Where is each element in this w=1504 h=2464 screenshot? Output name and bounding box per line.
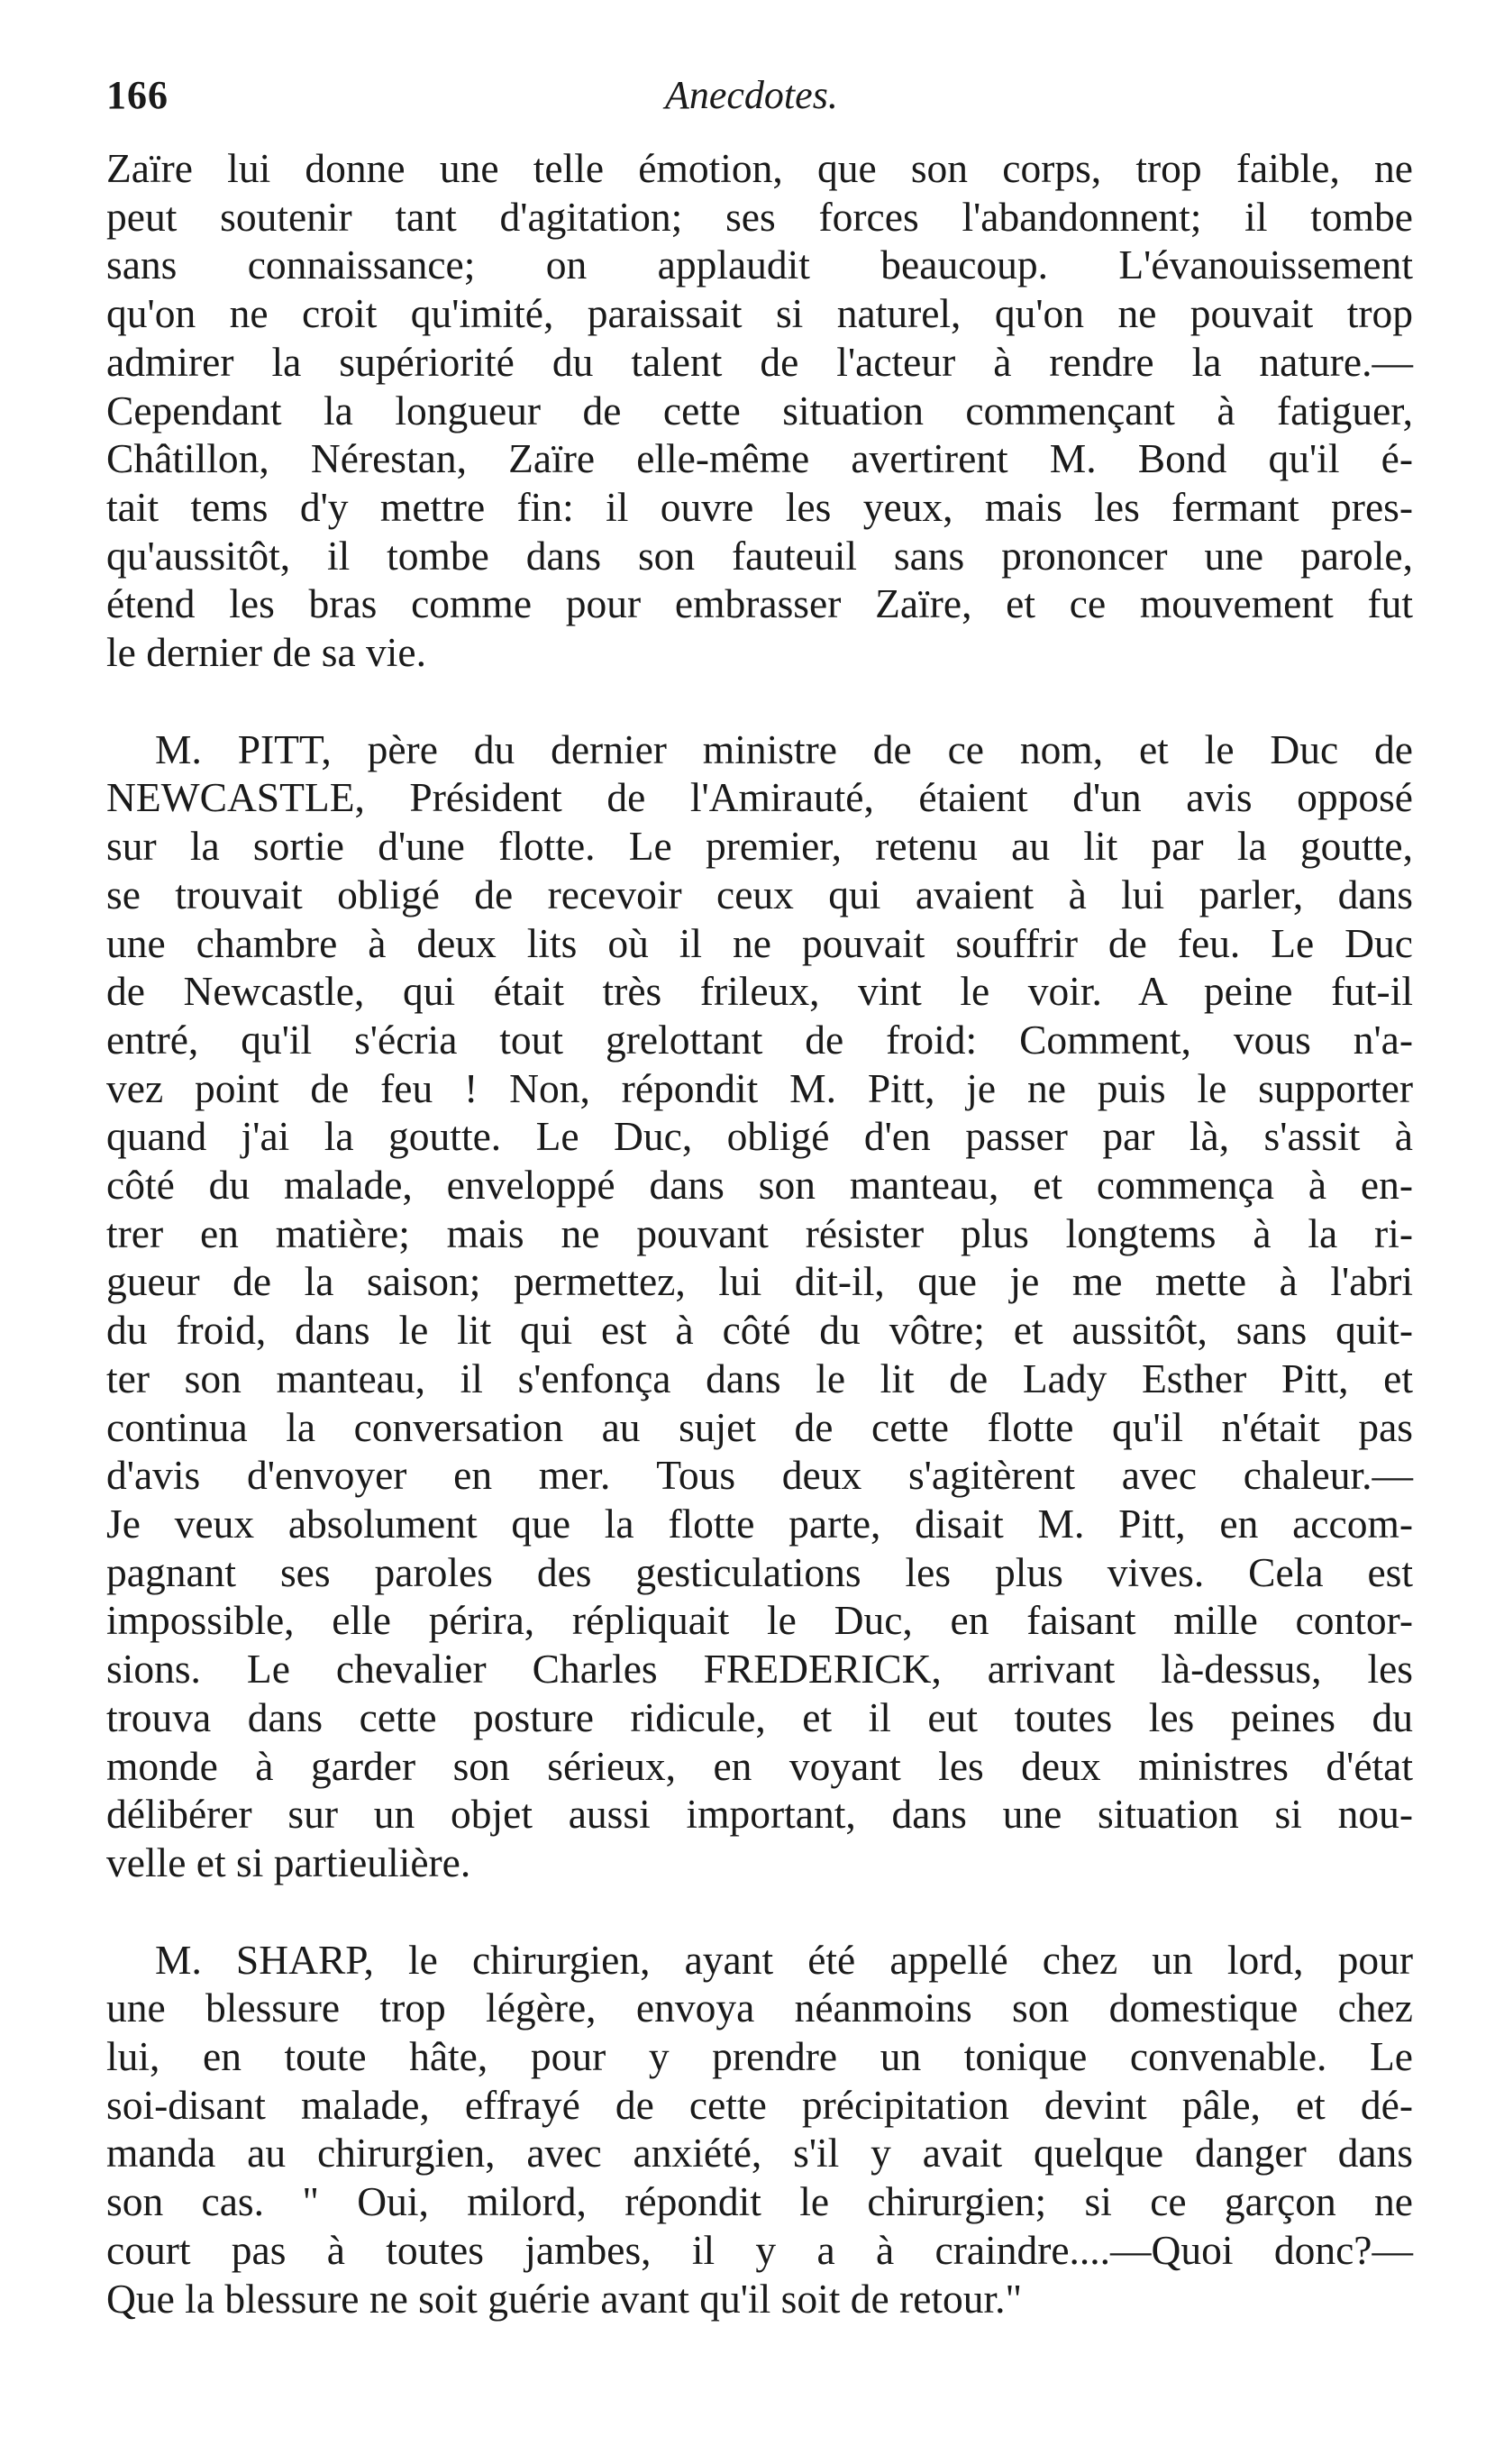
- text-line: monde à garder son sérieux, en voyant les deux ministres d'état: [106, 1742, 1413, 1789]
- text-line: pagnant ses paroles des gesticulations les plus vives. Cela est: [106, 1548, 1413, 1595]
- text-line: M. SHARP, le chirurgien, ayant été appellé chez un lord, pour: [155, 1936, 1413, 1983]
- text-line: continua la conversation au sujet de cette flotte qu'il n'était pas: [106, 1403, 1413, 1450]
- paragraph-pitt-anecdote: [106, 726, 1413, 1887]
- text-line: du froid, dans le lit qui est à côté du vôtre; et aussitôt, sans quit-: [106, 1307, 1413, 1354]
- text-line: une blessure trop légère, envoya néanmoins son domestique chez: [106, 1985, 1413, 2031]
- text-line: trer en matière; mais ne pouvant résister plus longtems à la ri-: [106, 1209, 1413, 1256]
- text-line: soi-disant malade, effrayé de cette précipitation devint pâle, et dé-: [106, 2081, 1413, 2128]
- text-line: entré, qu'il s'écria tout grelottant de froid: Comment, vous n'a-: [106, 1016, 1413, 1063]
- text-line: quand j'ai la goutte. Le Duc, obligé d'en passer par là, s'assit à: [106, 1113, 1413, 1160]
- text-line: admirer la supériorité du talent de l'acteur à rendre la nature.—: [106, 338, 1413, 385]
- text-line: M. PITT, père du dernier ministre de ce nom, et le Duc de: [155, 726, 1413, 772]
- text-line: NEWCASTLE, Président de l'Amirauté, étaient d'un avis opposé: [106, 774, 1413, 821]
- text-line: Zaïre lui donne une telle émotion, que son corps, trop faible, ne: [106, 145, 1413, 191]
- text-line: sions. Le chevalier Charles FREDERICK, arrivant là-dessus, les: [106, 1646, 1413, 1693]
- text-line: lui, en toute hâte, pour y prendre un tonique convenable. Le: [106, 2033, 1413, 2080]
- text-line: impossible, elle périra, répliquait le Duc, en faisant mille contor-: [106, 1597, 1413, 1644]
- text-line: peut soutenir tant d'agitation; ses forces l'abandonnent; il tombe: [106, 193, 1413, 240]
- text-line: trouva dans cette posture ridicule, et il eut toutes les peines du: [106, 1693, 1413, 1740]
- text-line: le dernier de sa vie.: [106, 629, 426, 676]
- text-line: court pas à toutes jambes, il y a à craindre....—Quoi donc?—: [106, 2226, 1413, 2273]
- text-line: étend les bras comme pour embrasser Zaïre, et ce mouvement fut: [106, 580, 1413, 627]
- text-line: Je veux absolument que la flotte parte, disait M. Pitt, en accom-: [106, 1500, 1413, 1547]
- text-line: Que la blessure ne soit guérie avant qu'il soit de retour.": [106, 2275, 1023, 2322]
- paragraph-bond-anecdote: [106, 144, 1413, 677]
- text-line: velle et si partieulière.: [106, 1839, 471, 1885]
- text-line: tait tems d'y mettre fin: il ouvre les yeux, mais les fermant pres-: [106, 483, 1413, 530]
- text-line: Châtillon, Nérestan, Zaïre elle-même avertirent M. Bond qu'il é-: [106, 435, 1413, 482]
- text-line: ter son manteau, il s'enfonça dans le lit de Lady Esther Pitt, et: [106, 1355, 1413, 1401]
- text-line: sans connaissance; on applaudit beaucoup. L'évanouissement: [106, 242, 1413, 288]
- text-line: d'avis d'envoyer en mer. Tous deux s'agitèrent avec chaleur.—: [106, 1452, 1413, 1499]
- text-line: manda au chirurgien, avec anxiété, s'il y avait quelque danger dans: [106, 2130, 1413, 2177]
- text-line: son cas. " Oui, milord, répondit le chirurgien; si ce garçon ne: [106, 2178, 1413, 2225]
- text-line: délibérer sur un objet aussi important, dans une situation si nou-: [106, 1791, 1413, 1838]
- running-head: [106, 54, 1413, 144]
- text-line: une chambre à deux lits où il ne pouvait souffrir de feu. Le Duc: [106, 919, 1413, 966]
- page-number: 166: [106, 73, 169, 117]
- text-line: Cependant la longueur de cette situation commençant à fatiguer,: [106, 387, 1413, 433]
- text-line: côté du malade, enveloppé dans son manteau, et commença à en-: [106, 1162, 1413, 1209]
- paragraph-sharp-anecdote: [106, 1936, 1413, 2323]
- book-page: [106, 54, 1413, 2323]
- text-line: qu'aussitôt, il tombe dans son fauteuil sans prononcer une parole,: [106, 532, 1413, 579]
- text-line: de Newcastle, qui était très frileux, vint le voir. A peine fut-il: [106, 968, 1413, 1015]
- text-line: gueur de la saison; permettez, lui dit-il, que je me mette à l'abri: [106, 1258, 1413, 1305]
- text-line: vez point de feu ! Non, répondit M. Pitt, je ne puis le supporter: [106, 1064, 1413, 1111]
- running-title: Anecdotes.: [665, 73, 838, 117]
- text-line: qu'on ne croit qu'imité, paraissait si naturel, qu'on ne pouvait trop: [106, 290, 1413, 337]
- text-line: se trouvait obligé de recevoir ceux qui avaient à lui parler, dans: [106, 871, 1413, 917]
- text-line: sur la sortie d'une flotte. Le premier, retenu au lit par la goutte,: [106, 823, 1413, 870]
